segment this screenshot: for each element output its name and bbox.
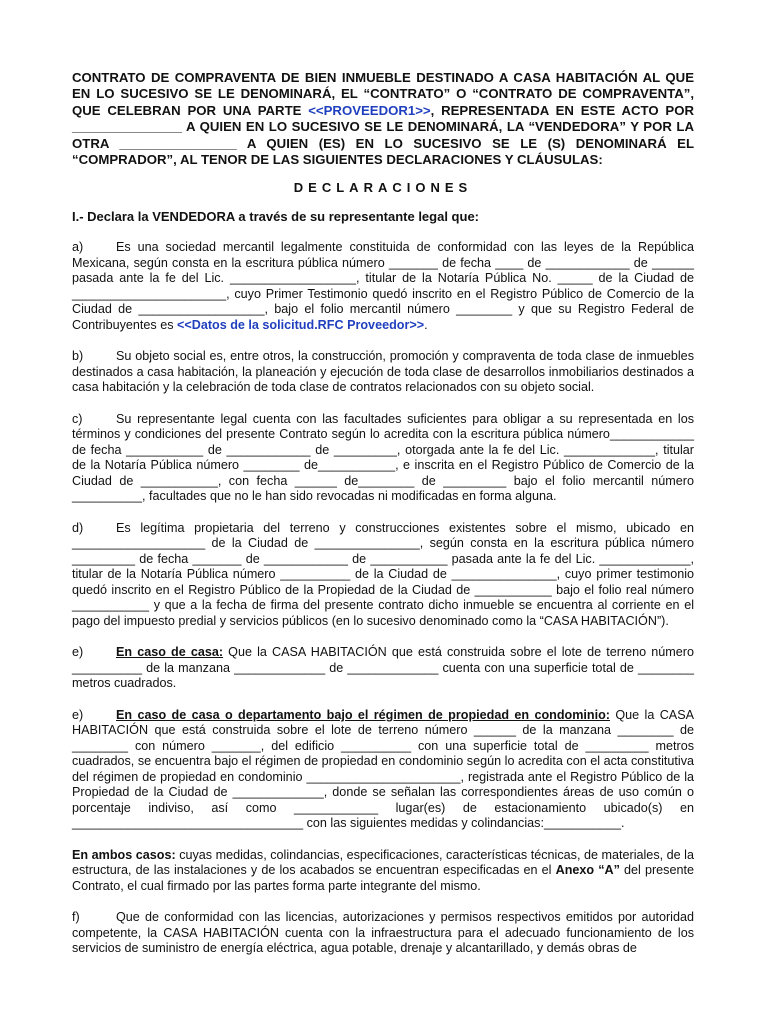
clause-e1-letter: e): [72, 645, 84, 660]
clause-e2-letter: e): [72, 707, 84, 722]
clause-b: [72, 349, 694, 396]
clause-f-letter: f): [72, 910, 80, 925]
proveedor-placeholder: <<PROVEEDOR1>>: [308, 102, 431, 118]
clause-d: [72, 521, 694, 630]
clause-a-text: Es una sociedad mercantil legalmente constituida de conformidad con las leyes de la República Mexicana, según consta en la escritura pública número _______ de fecha ____ de ____________ de ______ pasada ante la fe del Lic. __________________, titular de la Notaría Pública No. _____ de la Ciudad de ______________________, cuyo Primer Testimonio quedó inscrito en el Registro Público de Comercio de la Ciudad de __________________, bajo el folio mercantil número ________ y que su Registro Federal de Contribuyentes es: [72, 240, 694, 332]
clause-e-condominio: [72, 708, 694, 832]
clause-c: [72, 412, 694, 505]
clause-c-letter: c): [72, 411, 83, 426]
clause-a-end: .: [424, 317, 428, 332]
clause-d-letter: d): [72, 520, 84, 535]
clause-ambos-casos: [72, 848, 694, 895]
ambos-lead: En ambos casos:: [72, 847, 176, 862]
title-part-2: , REPRESENTADA EN ESTE ACTO POR _______________ A QUIEN EN LO SUCESIVO SE LE DENOMINARÁ, LA “VENDEDORA” Y POR LA OTRA ________________ A QUIEN (ES) EN LO SUCESIVO SE LE (S) DENOMINARÁ EL “COMPRADOR”, AL TENOR DE LAS SIGUIENTES DECLARACIONES Y CLÁUSULAS:: [72, 102, 694, 168]
clause-e2-lead: En caso de casa o departamento bajo el régimen de propiedad en condominio:: [116, 707, 611, 722]
clause-e2-text: Que la CASA HABITACIÓN que está construida sobre el lote de terreno número ______ de la manzana ________ de ________ con número _______, del edificio __________ con una superficie total de _________ metros cuadrados, se encuentra bajo el régimen de propiedad en condominio según lo acredita con el acta constitutiva del régimen de propiedad en condominio ______________________, registrada ante el Registro Público de la Propiedad de la Ciudad de _____________, donde se señalan las correspondientes áreas de uso común o porcentaje indiviso, así como ____________ lugar(es) de estacionamiento ubicado(s) en _________________________________ con las siguientes medidas y colindancias:___________.: [72, 707, 694, 831]
rfc-placeholder: <<Datos de la solicitud.RFC Proveedor>>: [177, 317, 425, 332]
clause-d-text: Es legítima propietaria del terreno y construcciones existentes sobre el mismo, ubicado en ___________________ de la Ciudad de _______________, según consta en la escritura pública número _________ de fecha _______ de ____________ de ___________ pasada ante la fe del Lic. _____________, titular de la Notaría Pública número __________ de la Ciudad de _______________, cuyo primer testimonio quedó inscrito en el Registro Público de la Propiedad de la Ciudad de ___________ bajo el folio real número ___________ y que a la fecha de firma del presente contrato dicho inmueble se encuentra al corriente en el pago del impuesto predial y servicios públicos (en lo sucesivo denominado como la “CASA HABITACIÓN”).: [72, 520, 694, 628]
ambos-text-1: cuyas medidas, colindancias, especificaciones, características técnicas, de materiales, de la estructura, de las instalaciones y de los acabados se encuentran especificadas en el: [72, 847, 694, 878]
clause-f: [72, 910, 694, 957]
clause-e-casa: [72, 645, 694, 692]
contract-title: [72, 70, 694, 168]
declaraciones-heading: DECLARACIONES: [293, 180, 473, 196]
vendedora-declaration-heading: I.- Declara la VENDEDORA a través de su representante legal que:: [72, 209, 479, 225]
clause-e1-lead: En caso de casa:: [116, 645, 224, 660]
title-part-1: CONTRATO DE COMPRAVENTA DE BIEN INMUEBLE DESTINADO A CASA HABITACIÓN AL QUE EN LO SUCESIVO SE LE DENOMINARÁ, EL “CONTRATO” O “CONTRATO DE COMPRAVENTA”, QUE CELEBRAN POR UNA PARTE: [72, 70, 694, 118]
anexo-a-reference: Anexo “A”: [555, 863, 620, 878]
clause-c-text: Su representante legal cuenta con las facultades suficientes para obligar a su representada en los términos y condiciones del presente Contrato según lo acredita con la escritura pública número____________ de fecha ___________ de ____________ de _________, otorgada ante la fe del Lic. _____________, titular de la Notaría Pública número ________ de___________, e inscrita en el Registro Público de Comercio de la Ciudad de ___________, con fecha ______ de________ de _________ bajo el folio mercantil número __________, facultades que no le han sido revocadas ni modificadas en forma alguna.: [72, 411, 694, 504]
clause-e1-text: Que la CASA HABITACIÓN que está construida sobre el lote de terreno número __________ de la manzana _____________ de _____________ cuenta con una superficie total de ________ metros cuadrados.: [72, 645, 694, 691]
ambos-text-2: del presente Contrato, el cual firmado por las partes forma parte integrante del mismo.: [72, 863, 694, 893]
clause-a-letter: a): [72, 240, 84, 255]
clause-b-text: Su objeto social es, entre otros, la construcción, promoción y compraventa de toda clase de inmuebles destinados a casa habitación, la planeación y ejecución de toda clase de desarrollos inmobiliarios destinados a casa habitación y la celebración de toda clase de contratos relacionados con su objeto social.: [72, 349, 694, 395]
clause-f-text: Que de conformidad con las licencias, autorizaciones y permisos respectivos emitidos por autoridad competente, la CASA HABITACIÓN cuenta con la infraestructura para el adecuado funcionamiento de los servicios de suministro de energía eléctrica, agua potable, drenaje y alcantarillado, y demás obras de: [72, 910, 694, 956]
clause-b-letter: b): [72, 349, 84, 364]
clause-a: [72, 240, 694, 333]
